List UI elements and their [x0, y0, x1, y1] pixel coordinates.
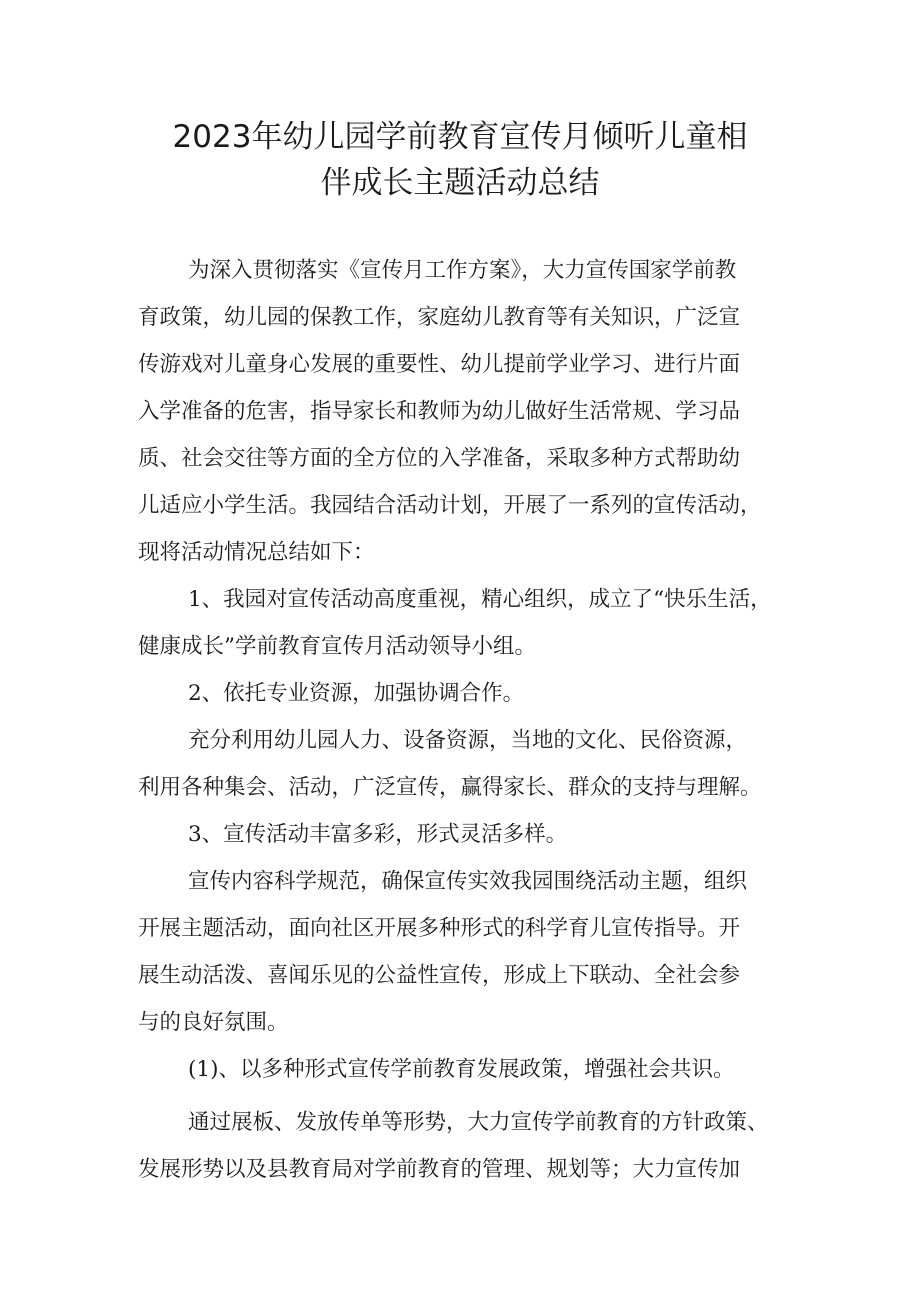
- body-line: 通过展板、发放传单等形势，大力宣传学前教育的方针政策、: [188, 1110, 769, 1135]
- body-line: 现将活动情况总结如下：: [138, 540, 375, 565]
- body-line: 开展主题活动，面向社区开展多种形式的科学育儿宣传指导。开: [138, 916, 741, 941]
- body-line: 1、我园对宣传活动高度重视，精心组织，成立了“快乐生活，: [188, 587, 772, 612]
- body-line: 3、宣传活动丰富多彩，形式灵活多样。: [188, 822, 568, 847]
- body-line: 育政策，幼儿园的保教工作，家庭幼儿教育等有关知识，广泛宣: [138, 305, 741, 330]
- body-line: 展生动活泼、喜闻乐见的公益性宣传，形成上下联动、全社会参: [138, 963, 741, 988]
- body-line: 利用各种集会、活动，广泛宣传，赢得家长、群众的支持与理解。: [138, 775, 762, 800]
- document-title-line-1: 2023年幼儿园学前教育宣传月倾听儿童相: [172, 119, 748, 155]
- body-line: 与的良好氛围。: [138, 1010, 289, 1035]
- body-line: (1)、以多种形式宣传学前教育发展政策，增强社会共识。: [188, 1057, 735, 1082]
- body-line: 儿适应小学生活。我园结合活动计划，开展了一系列的宣传活动，: [138, 493, 762, 518]
- body-line: 健康成长”学前教育宣传月活动领导小组。: [138, 634, 536, 659]
- body-line: 发展形势以及县教育局对学前教育的管理、规划等；大力宣传加: [138, 1157, 741, 1182]
- body-line: 为深入贯彻落实《宣传月工作方案》，大力宣传国家学前教: [188, 258, 737, 283]
- body-line: 传游戏对儿童身心发展的重要性、幼儿提前学业学习、进行片面: [138, 352, 741, 377]
- body-line: 入学准备的危害，指导家长和教师为幼儿做好生活常规、学习品: [138, 399, 741, 424]
- body-line: 充分利用幼儿园人力、设备资源，当地的文化、民俗资源，: [188, 728, 748, 753]
- document-title-line-2: 伴成长主题活动总结: [320, 165, 600, 201]
- body-line: 宣传内容科学规范，确保宣传实效我园围绕活动主题，组织: [188, 869, 748, 894]
- body-line: 2、依托专业资源，加强协调合作。: [188, 681, 525, 706]
- body-line: 质、社会交往等方面的全方位的入学准备，采取多种方式帮助幼: [138, 446, 741, 471]
